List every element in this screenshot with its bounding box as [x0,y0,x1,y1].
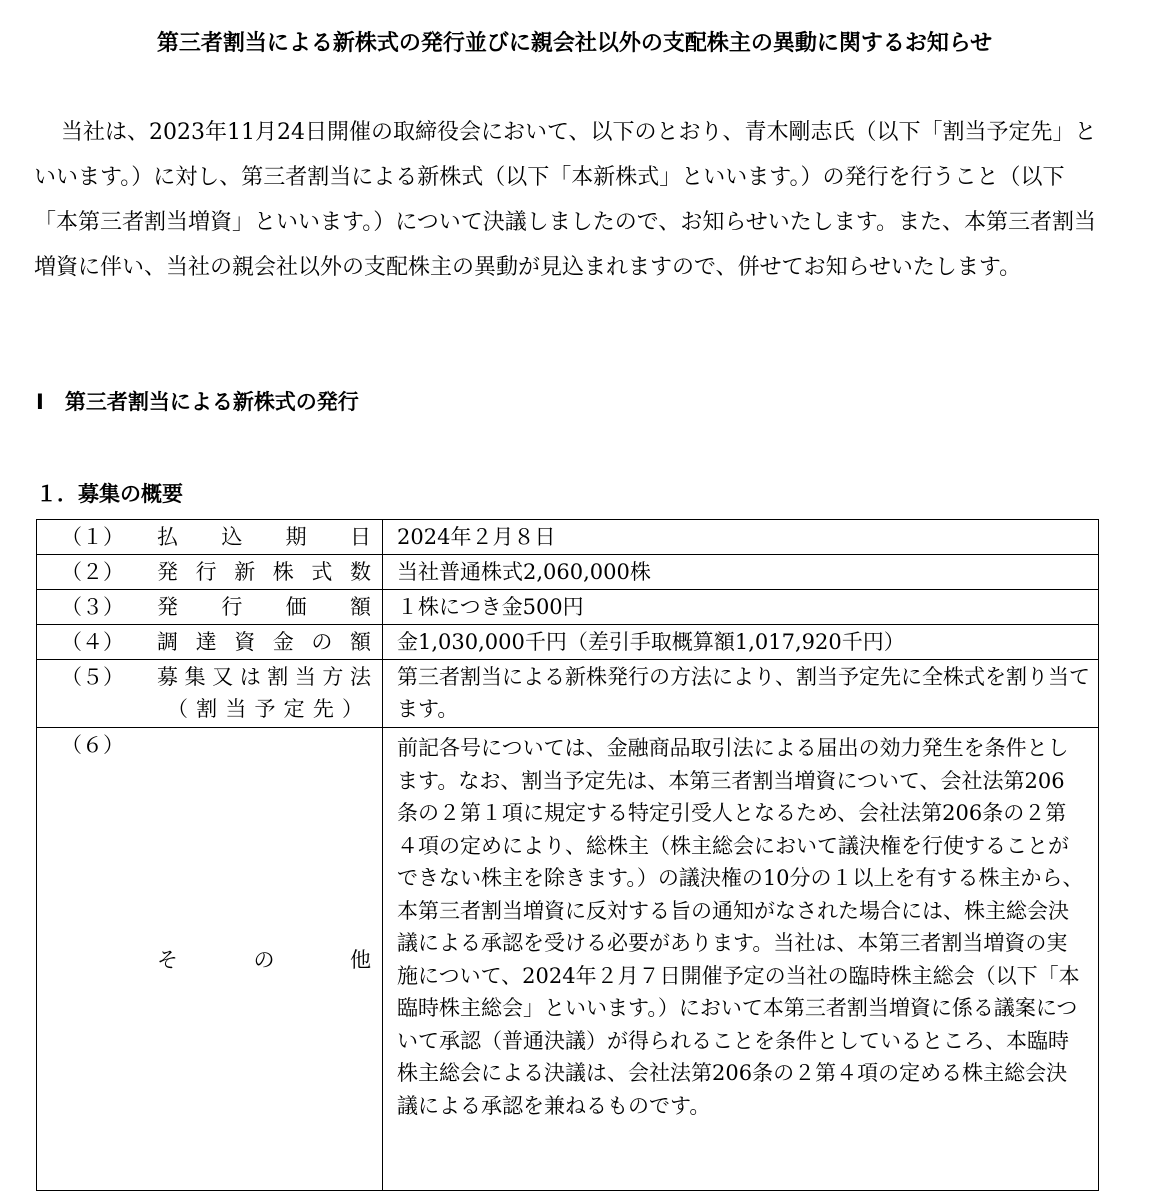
row-label-cell [37,625,383,660]
section-heading: Ⅰ 第三者割当による新株式の発行 [36,390,359,414]
row-label: 払込期日 [157,525,371,549]
table-row [37,728,1099,1191]
row-label-cell [37,728,383,1191]
row-value: 第三者割当による新株発行の方法により、割当予定先に全株式を割り当てます。 [383,660,1099,728]
row-value: 金1,030,000千円（差引手取概算額1,017,920千円） [383,625,1099,660]
row-label-cell [37,590,383,625]
row-number: （４） [61,630,124,654]
intro-paragraph: 当社は、2023年11月24日開催の取締役会において、以下のとおり、青木剛志氏（以下「割当予定先」といいます。）に対し、第三者割当による新株式（以下「本新株式」といいます。）の発行を行うこと（以下「本第三者割当増資」といいます。）について決議しましたので、お知らせいたします。また、本第三者割当増資に伴い、当社の親会社以外の支配株主の異動が見込まれますので、併せてお知らせいたします。 [34,120,1097,280]
row-number: （５） [61,665,124,689]
row-value: 当社普通株式2,060,000株 [383,555,1099,590]
row-number: （１） [61,525,124,549]
row-label: 発行新株式数 [157,560,371,584]
row-label: 募集又は割当方法 [157,665,371,689]
row-number: （２） [61,560,124,584]
table-row [37,520,1099,555]
table-row [37,555,1099,590]
row-value: １株につき金500円 [383,590,1099,625]
table-row [37,590,1099,625]
subsection-heading: １．募集の概要 [36,482,183,506]
row-label: 調達資金の額 [157,630,371,654]
row-value: 前記各号については、金融商品取引法による届出の効力発生を条件とします。なお、割当予定先は、本第三者割当増資について、会社法第206条の２第１項に規定する特定引受人となるため、会社法第206条の２第４項の定めにより、総株主（株主総会において議決権を行使することができない株主を除きます。）の議決権の10分の１以上を有する株主から、本第三者割当増資に反対する旨の通知がなされた場合には、株主総会決議による承認を受ける必要があります。当社は、本第三者割当増資の実施について、2024年２月７日開催予定の当社の臨時株主総会（以下「本臨時株主総会」といいます。）において本第三者割当増資に係る議案について承認（普通決議）が得られることを条件としているところ、本臨時株主総会による決議は、会社法第206条の２第４項の定める株主総会決議による承認を兼ねるものです。 [383,728,1099,1191]
row-number: （６） [61,733,124,757]
row-label: 発行価額 [157,595,371,619]
offering-overview-table [36,519,1099,1191]
row-label-sub: （割当予定先） [167,697,363,721]
table-row [37,625,1099,660]
row-label-cell [37,660,383,728]
row-label-cell [37,555,383,590]
table-row [37,660,1099,728]
row-number: （３） [61,595,124,619]
row-value: 2024年２月８日 [383,520,1099,555]
row-label: その他 [157,948,371,972]
row-label-cell [37,520,383,555]
document-title: 第三者割当による新株式の発行並びに親会社以外の支配株主の異動に関するお知らせ [156,31,993,56]
